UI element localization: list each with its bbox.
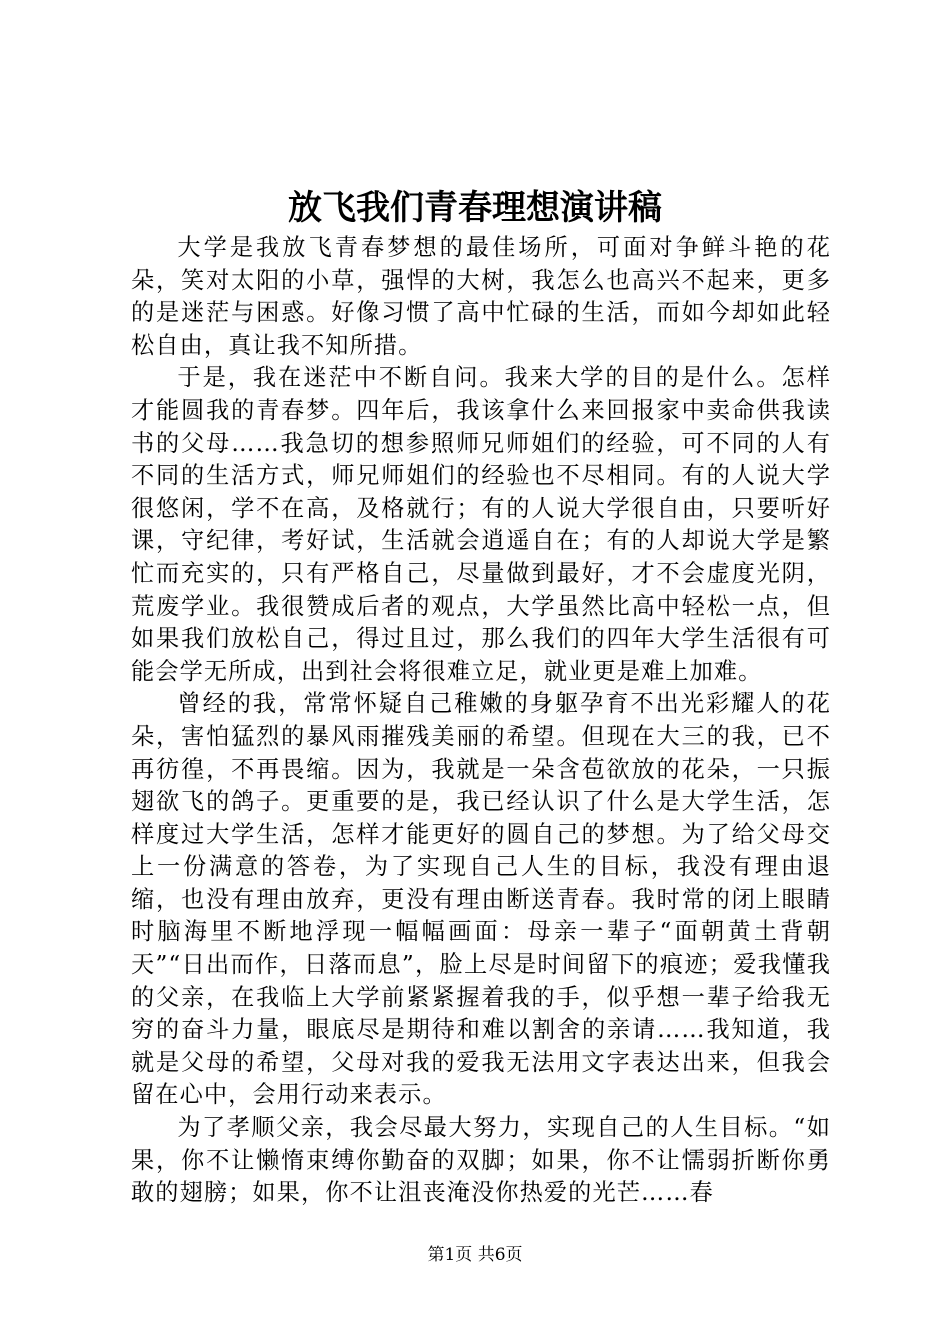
document-title: 放飞我们青春理想演讲稿 — [288, 188, 662, 228]
paragraph-4: 为了孝顺父亲，我会尽最大努力，实现自己的人生目标。“如果，你不让懒惰束缚你勤奋的双脚；如果，你不让懦弱折断你勇敢的翅膀；如果，你不让沮丧淹没你热爱的光芒……春 — [131, 1114, 831, 1207]
paragraph-3: 曾经的我，常常怀疑自己稚嫩的身躯孕育不出光彩耀人的花朵，害怕猛烈的暴风雨摧残美丽的希望。但现在大三的我，已不再彷徨，不再畏缩。因为，我就是一朵含苞欲放的花朵，一只振翅欲飞的鸽子。更重要的是，我已经认识了什么是大学生活，怎样度过大学生活，怎样才能更好的圆自己的梦想。为了给父母交上一份满意的答卷，为了实现自己人生的目标，我没有理由退缩，也没有理由放弃，更没有理由断送青春。我时常的闭上眼睛时脑海里不断地浮现一幅幅画面：母亲一辈子“面朝黄土背朝天”“日出而作，日落而息”，脸上尽是时间留下的痕迹；爱我懂我的父亲，在我临上大学前紧紧握着我的手，似乎想一辈子给我无穷的奋斗力量，眼底尽是期待和难以割舍的亲请……我知道，我就是父母的希望，父母对我的爱我无法用文字表达出来，但我会留在心中，会用行动来表示。 — [131, 690, 831, 1109]
page-number-footer: 第1页 共6页 — [427, 1245, 523, 1265]
document-body — [131, 232, 831, 1210]
paragraph-1: 大学是我放飞青春梦想的最佳场所，可面对争鲜斗艳的花朵，笑对太阳的小草，强悍的大树，我怎么也高兴不起来，更多的是迷茫与困惑。好像习惯了高中忙碌的生活，而如今却如此轻松自由，真让我不知所措。 — [131, 234, 831, 359]
paragraph-2: 于是，我在迷茫中不断自问。我来大学的目的是什么。怎样才能圆我的青春梦。四年后，我该拿什么来回报家中卖命供我读书的父母……我急切的想参照师兄师姐们的经验，可不同的人有不同的生活方式，师兄师姐们的经验也不尽相同。有的人说大学很悠闲，学不在高，及格就行；有的人说大学很自由，只要听好课，守纪律，考好试，生活就会逍遥自在；有的人却说大学是繁忙而充实的，只有严格自己，尽量做到最好，才不会虚度光阴，荒废学业。我很赞成后者的观点，大学虽然比高中轻松一点，但如果我们放松自己，得过且过，那么我们的四年大学生活很有可能会学无所成，出到社会将很难立足，就业更是难上加难。 — [131, 364, 831, 685]
